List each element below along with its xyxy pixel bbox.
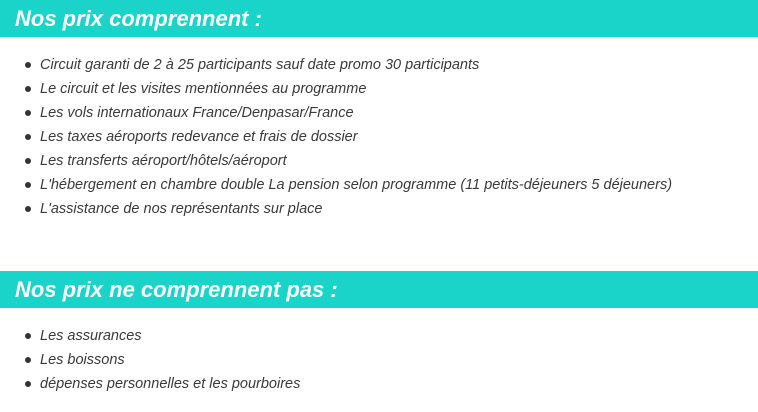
list-item: [0, 324, 300, 348]
bullet-icon: [25, 381, 31, 387]
bullet-icon: [25, 62, 31, 68]
bullet-icon: [25, 206, 31, 212]
list-item-text: L'assistance de nos représentants sur place: [40, 201, 323, 217]
list-item-text: Les vols internationaux France/Denpasar/France: [40, 105, 354, 121]
list-item-text: dépenses personnelles et les pourboires: [40, 376, 301, 392]
excluded-section-title: Nos prix ne comprennent pas :: [15, 277, 338, 302]
list-item-text: Le circuit et les visites mentionnées au programme: [40, 81, 367, 97]
list-item: [0, 125, 672, 149]
included-list: [0, 53, 672, 221]
bullet-icon: [25, 333, 31, 339]
bullet-icon: [25, 86, 31, 92]
bullet-icon: [25, 110, 31, 116]
bullet-icon: [25, 158, 31, 164]
list-item-text: Les assurances: [40, 328, 142, 344]
list-item: [0, 197, 672, 221]
list-item-text: Les boissons: [40, 352, 125, 368]
list-item: [0, 372, 300, 396]
list-item: [0, 53, 672, 77]
bullet-icon: [25, 357, 31, 363]
included-section-title: Nos prix comprennent :: [15, 6, 262, 31]
list-item: [0, 101, 672, 125]
list-item: [0, 348, 300, 372]
list-item: [0, 77, 672, 101]
excluded-section-header: [0, 271, 758, 308]
included-section-header: [0, 0, 758, 37]
excluded-list: [0, 324, 300, 396]
bullet-icon: [25, 134, 31, 140]
list-item-text: Les transferts aéroport/hôtels/aéroport: [40, 153, 287, 169]
list-item-text: L'hébergement en chambre double La pension selon programme (11 petits-déjeuners 5 déjeuners): [40, 177, 673, 193]
list-item: [0, 173, 672, 197]
list-item-text: Les taxes aéroports redevance et frais de dossier: [40, 129, 358, 145]
list-item-text: Circuit garanti de 2 à 25 participants sauf date promo 30 participants: [40, 57, 480, 73]
bullet-icon: [25, 182, 31, 188]
list-item: [0, 149, 672, 173]
